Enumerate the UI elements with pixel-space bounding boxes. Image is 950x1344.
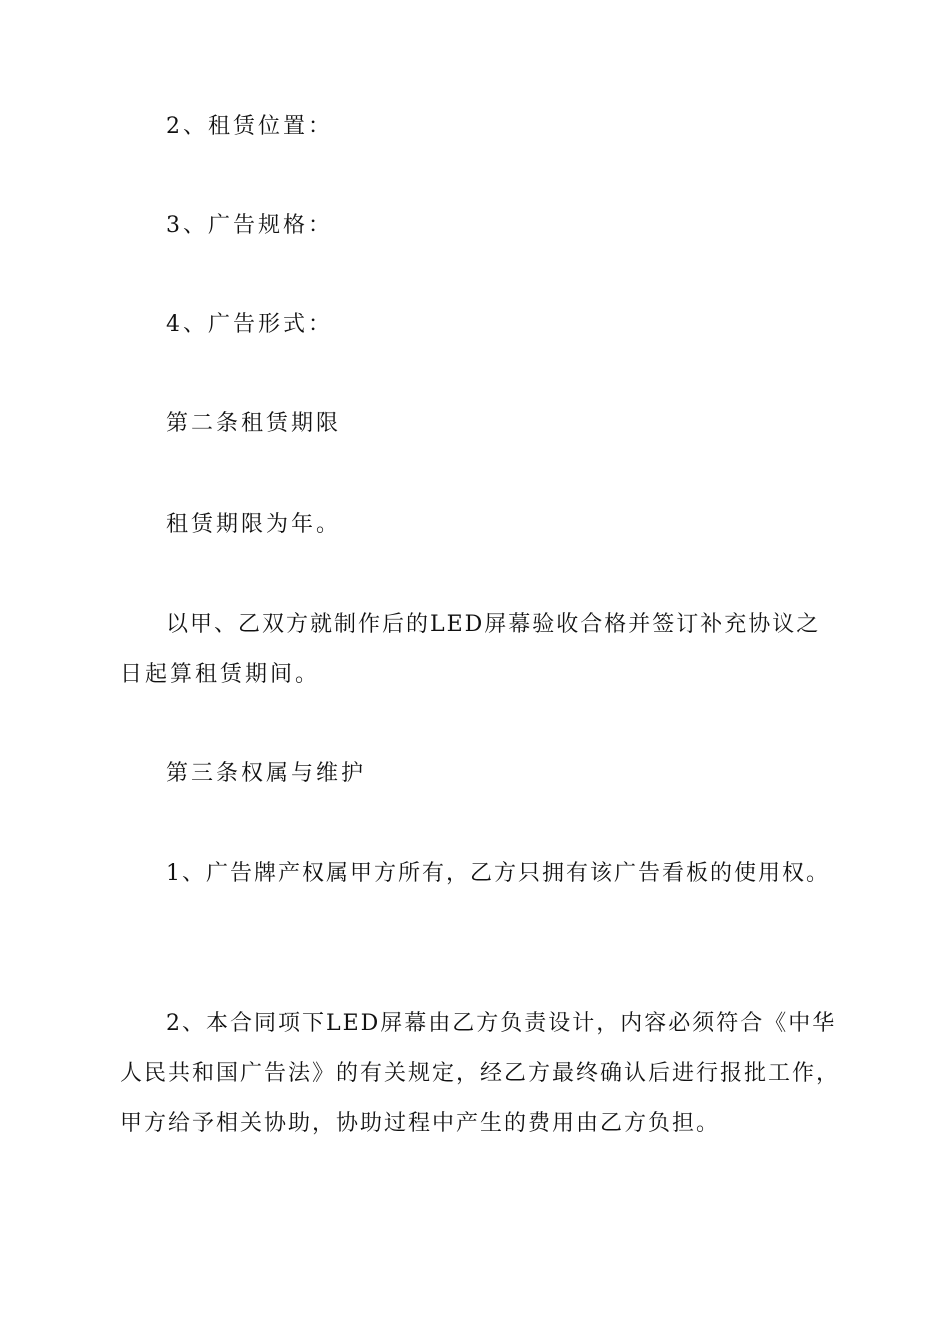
article-two-heading: 第二条租赁期限 [166, 411, 342, 436]
lease-term-text: 租赁期限为年。 [166, 512, 342, 537]
clause-ad-form: 4、广告形式： [166, 312, 333, 337]
design-clause-line-1: 2、本合同项下LED屏幕由乙方负责设计，内容必须符合《中华 [166, 1011, 837, 1036]
clause-ad-specification: 3、广告规格： [166, 213, 333, 238]
article-three-heading: 第三条权属与维护 [166, 761, 367, 786]
ownership-clause: 1、广告牌产权属甲方所有，乙方只拥有该广告看板的使用权。 [166, 861, 830, 886]
clause-lease-location: 2、租赁位置： [166, 114, 333, 139]
design-clause-line-2: 人民共和国广告法》的有关规定，经乙方最终确认后进行报批工作， [120, 1061, 841, 1086]
lease-start-line-1: 以甲、乙双方就制作后的LED屏幕验收合格并签订补充协议之 [166, 612, 821, 637]
lease-start-line-2: 日起算租赁期间。 [120, 662, 321, 687]
design-clause-line-3: 甲方给予相关协助，协助过程中产生的费用由乙方负担。 [120, 1111, 721, 1136]
